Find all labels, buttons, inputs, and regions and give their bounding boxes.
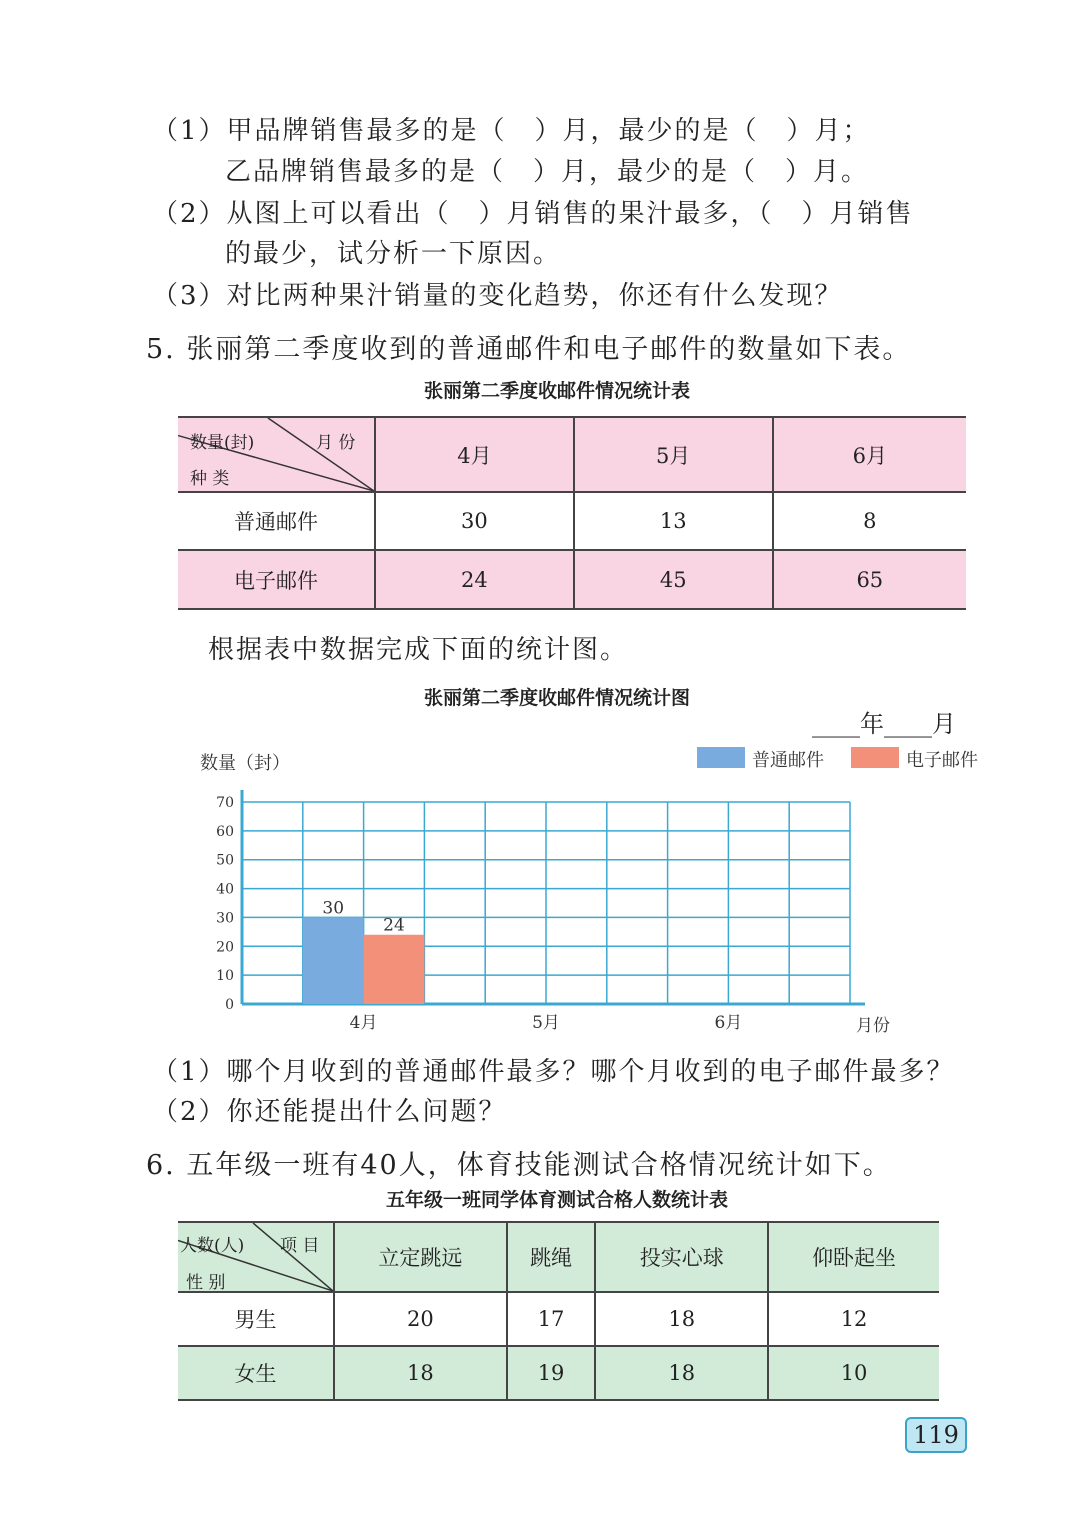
x-tick-label: 6月 bbox=[714, 1013, 743, 1033]
row-label: 女生 bbox=[178, 1346, 334, 1400]
cell: 45 bbox=[574, 550, 773, 609]
question-2b: 的最少，试分析一下原因。 bbox=[225, 239, 562, 269]
data-label: 24 bbox=[383, 915, 405, 936]
row-label: 普通邮件 bbox=[178, 492, 375, 550]
sports-table bbox=[178, 1221, 939, 1401]
legend-swatch bbox=[851, 747, 899, 768]
y-axis-label: 数量（封） bbox=[200, 753, 290, 774]
cell: 12 bbox=[768, 1292, 939, 1346]
question-1a: （1）甲品牌销售最多的是（ ）月，最少的是（ ）月； bbox=[152, 116, 871, 146]
x-axis-label: 月份 bbox=[856, 1016, 890, 1036]
cell: 17 bbox=[507, 1292, 595, 1346]
cell: 18 bbox=[595, 1346, 768, 1400]
question-5-1: （1）哪个月收到的普通邮件最多？哪个月收到的电子邮件最多？ bbox=[152, 1057, 955, 1087]
problem-5-text: 5. 张丽第二季度收到的普通邮件和电子邮件的数量如下表。 bbox=[146, 334, 912, 365]
column-header: 跳绳 bbox=[507, 1222, 595, 1292]
y-tick-label: 10 bbox=[216, 968, 234, 985]
legend-swatch bbox=[697, 747, 745, 768]
y-tick-label: 60 bbox=[216, 823, 234, 840]
column-header: 4月 bbox=[375, 417, 574, 492]
cell: 19 bbox=[507, 1346, 595, 1400]
cell: 13 bbox=[574, 492, 773, 550]
cell: 24 bbox=[375, 550, 574, 609]
corner-label-gender: 性 别 bbox=[186, 1273, 226, 1293]
data-label: 30 bbox=[322, 898, 345, 919]
corner-label-quantity: 数量(封) bbox=[190, 433, 255, 453]
corner-label-count: 人数(人) bbox=[180, 1236, 245, 1256]
cell: 20 bbox=[334, 1292, 507, 1346]
table-1-title: 张丽第二季度收邮件情况统计表 bbox=[423, 380, 690, 402]
legend-label: 电子邮件 bbox=[906, 750, 978, 771]
cell: 8 bbox=[773, 492, 966, 550]
corner-label-type: 种 类 bbox=[190, 469, 230, 489]
row-label: 电子邮件 bbox=[178, 550, 375, 609]
y-tick-label: 50 bbox=[216, 852, 234, 869]
column-header: 5月 bbox=[574, 417, 773, 492]
cell: 18 bbox=[595, 1292, 768, 1346]
x-tick-label: 5月 bbox=[532, 1013, 560, 1033]
cell: 10 bbox=[768, 1346, 939, 1400]
page-number: 119 bbox=[905, 1417, 967, 1453]
column-header: 投实心球 bbox=[595, 1222, 768, 1292]
bar-regular-mail bbox=[303, 917, 364, 1004]
column-header: 6月 bbox=[773, 417, 966, 492]
column-header: 仰卧起坐 bbox=[768, 1222, 939, 1292]
bar-email bbox=[364, 935, 425, 1004]
row-label: 男生 bbox=[178, 1292, 334, 1346]
instruction-text: 根据表中数据完成下面的统计图。 bbox=[208, 635, 629, 665]
table-2-title: 五年级一班同学体育测试合格人数统计表 bbox=[385, 1189, 728, 1211]
date-blank[interactable]: ____年____月 bbox=[812, 710, 956, 738]
cell: 18 bbox=[334, 1346, 507, 1400]
cell: 30 bbox=[375, 492, 574, 550]
x-tick-label: 4月 bbox=[349, 1013, 378, 1033]
chart-title: 张丽第二季度收邮件情况统计图 bbox=[423, 687, 690, 709]
table-corner-header bbox=[178, 1222, 334, 1292]
corner-label-month: 月 份 bbox=[316, 433, 356, 453]
legend-label: 普通邮件 bbox=[752, 750, 824, 771]
question-5-2: （2）你还能提出什么问题？ bbox=[152, 1097, 507, 1127]
cell: 65 bbox=[773, 550, 966, 609]
corner-label-item: 项 目 bbox=[280, 1236, 320, 1256]
column-header: 立定跳远 bbox=[334, 1222, 507, 1292]
question-1b: 乙品牌销售最多的是（ ）月，最少的是（ ）月。 bbox=[225, 157, 870, 187]
y-tick-label: 40 bbox=[216, 881, 234, 898]
table-row bbox=[178, 1292, 939, 1346]
y-tick-label: 0 bbox=[225, 997, 234, 1013]
y-tick-label: 20 bbox=[216, 939, 234, 956]
table-row bbox=[178, 1346, 939, 1400]
y-tick-label: 30 bbox=[216, 910, 234, 927]
y-tick-label: 70 bbox=[216, 795, 234, 811]
question-3: （3）对比两种果汁销量的变化趋势，你还有什么发现？ bbox=[152, 281, 843, 311]
problem-6-text: 6. 五年级一班有40人，体育技能测试合格情况统计如下。 bbox=[146, 1150, 892, 1181]
question-2a: （2）从图上可以看出（ ）月销售的果汁最多，（ ）月销售 bbox=[152, 199, 914, 229]
